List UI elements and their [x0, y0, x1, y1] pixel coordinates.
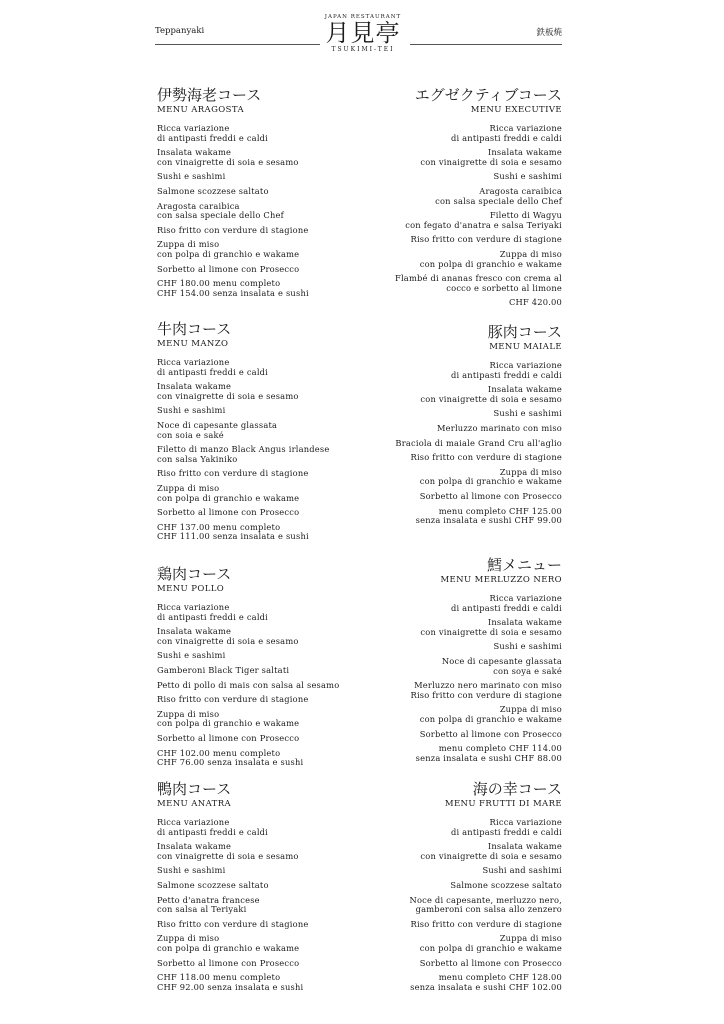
menu-title-en: MENU POLLO [157, 584, 225, 594]
menu-title-en: MENU MANZO [157, 339, 229, 349]
menu-course-item: Salmone scozzese saltato [157, 879, 269, 890]
menu-price: CHF 118.00 menu completo CHF 92.00 senza insalata e sushi [157, 972, 304, 992]
menu-course-item: Ricca variazione di antipasti freddi e caldi [157, 602, 269, 622]
menu-course-item: Riso fritto con verdure di stagione [157, 694, 309, 705]
menu-course-item: Aragosta caraibica con salsa speciale dello Chef [157, 200, 284, 221]
menu-course-item: Sushi e sashimi [157, 865, 226, 876]
menu-price: menu completo CHF 128.00 senza insalata e sushi CHF 102.00 [410, 972, 562, 992]
menu-course-item: Riso fritto con verdure di stagione [410, 234, 562, 245]
menu-course-item: Zuppa di miso con polpa di granchio e wakame [157, 933, 300, 953]
menu-course-item: Insalata wakame con vinaigrette di soia e sesamo [420, 841, 562, 861]
menu-course-item: Sorbetto al limone con Prosecco [419, 490, 562, 501]
menu-title-en: MENU ANATRA [157, 799, 232, 809]
menu-course-item: Filetto di manzo Black Angus irlandese con salsa Yakiniko [157, 444, 330, 464]
header-right-label: 鉄板焼 [536, 28, 562, 38]
menu-course-item: Ricca variazione di antipasti freddi e caldi [450, 593, 562, 613]
logo-kanji: 月見亭 [325, 19, 401, 47]
menu-title-jp: 鶏肉コース [157, 565, 232, 583]
menu-title-en: MENU EXECUTIVE [470, 105, 562, 115]
menu-course-item: Merluzzo nero marinato con miso Riso fritto con verdure di stagione [410, 680, 562, 700]
menu-course-item: Braciola di maiale Grand Cru all'aglio [395, 437, 562, 448]
menu-course-item: Riso fritto con verdure di stagione [157, 918, 309, 929]
menu-course-item: Insalata wakame con vinaigrette di soia e sesamo [420, 147, 562, 167]
menu-course-item: Sushi e sashimi [157, 405, 226, 416]
menu-title-jp: 鴨肉コース [157, 780, 232, 798]
menu-course-item: Zuppa di miso con polpa di granchio e wakame [419, 933, 562, 953]
menu-course-item: Ricca variazione di antipasti freddi e caldi [157, 357, 269, 377]
menu-price: CHF 420.00 [508, 297, 562, 308]
menu-course-item: Insalata wakame con vinaigrette di soia e sesamo [157, 147, 299, 167]
menu-course-item: Salmone scozzese saltato [157, 185, 269, 196]
menu-course-item: Sushi e sashimi [493, 408, 562, 419]
menu-title-jp: 海の幸コース [472, 780, 562, 798]
menu-course-item: Sorbetto al limone con Prosecco [157, 507, 300, 518]
menu-executive [332, 86, 562, 308]
menu-course-item: Ricca variazione di antipasti freddi e caldi [157, 123, 269, 143]
menu-course-item: Salmone scozzese saltato [450, 879, 562, 890]
menu-course-item: Filetto di Wagyu con fegato d'anatra e salsa Teriyaki [405, 210, 562, 230]
menu-course-item: Zuppa di miso con polpa di granchio e wakame [157, 239, 300, 259]
menu-course-item: Sorbetto al limone con Prosecco [419, 728, 562, 739]
menu-course-item: Insalata wakame con vinaigrette di soia e sesamo [157, 841, 299, 861]
menu-course-item: Ricca variazione di antipasti freddi e caldi [450, 817, 562, 837]
restaurant-logo [322, 14, 404, 53]
menu-course-item: Aragosta caraibica con salsa speciale dello Chef [435, 185, 562, 206]
menu-course-item: Merluzzo marinato con miso [436, 422, 562, 433]
menu-title-en: MENU MAIALE [489, 342, 562, 352]
menu-course-item: Zuppa di miso con polpa di granchio e wakame [157, 482, 300, 503]
menu-course-item: Riso fritto con verdure di stagione [410, 918, 562, 929]
menu-course-item: Flambé di ananas fresco con crema al cocco e sorbetto al limone [395, 273, 562, 293]
menu-course-item: Insalata wakame con vinaigrette di soia e sesamo [420, 384, 562, 404]
logo-top-text: JAPAN RESTAURANT [324, 14, 402, 20]
logo-bottom-text: TSUKIMI-TEI [331, 46, 395, 53]
menu-course-item: Ricca variazione di antipasti freddi e caldi [157, 817, 269, 837]
menu-course-item: Sushi e sashimi [157, 171, 226, 182]
menu-course-item: Noce di capesante, merluzzo nero, gamberoni con salsa allo zenzero [409, 894, 562, 915]
menu-frutti-di-mare [332, 780, 562, 992]
menu-course-item: Sushi e sashimi [493, 171, 562, 182]
menu-title-en: MENU ARAGOSTA [157, 105, 245, 115]
menu-course-item: Ricca variazione di antipasti freddi e caldi [450, 360, 562, 380]
menu-course-item: Insalata wakame con vinaigrette di soia e sesamo [157, 381, 299, 401]
menu-price: menu completo CHF 125.00 senza insalata e sushi CHF 99.00 [415, 505, 562, 526]
menu-title-jp: 豚肉コース [487, 323, 562, 341]
menu-price: CHF 137.00 menu completo CHF 111.00 senza insalata e sushi [157, 521, 309, 542]
menu-title-jp: 牛肉コース [157, 320, 232, 338]
menu-merluzzo [332, 556, 562, 763]
menu-course-item: Riso fritto con verdure di stagione [410, 452, 562, 463]
menu-course-item: Sorbetto al limone con Prosecco [157, 957, 300, 968]
menu-course-item: Petto di pollo di mais con salsa al sesamo [157, 679, 340, 690]
menu-course-item: Riso fritto con verdure di stagione [157, 468, 309, 479]
menu-title-en: MENU MERLUZZO NERO [440, 575, 562, 585]
menu-title-en: MENU FRUTTI DI MARE [444, 799, 562, 809]
header-left-label: Teppanyaki [155, 26, 205, 36]
menu-course-item: Zuppa di miso con polpa di granchio e wakame [419, 466, 562, 487]
menu-course-item: Sushi e sashimi [493, 641, 562, 652]
menu-course-item: Sorbetto al limone con Prosecco [157, 732, 300, 743]
menu-course-item: Riso fritto con verdure di stagione [157, 224, 309, 235]
menu-course-item: Sorbetto al limone con Prosecco [157, 263, 300, 274]
menu-maiale [332, 323, 562, 526]
menu-course-item: Insalata wakame con vinaigrette di soia e sesamo [157, 626, 299, 646]
menu-title-jp: エグゼクティブコース [414, 86, 562, 104]
menu-course-item: Zuppa di miso con polpa di granchio e wakame [419, 248, 562, 269]
menu-course-item: Ricca variazione di antipasti freddi e caldi [450, 123, 562, 143]
menu-course-item: Zuppa di miso con polpa di granchio e wakame [419, 704, 562, 724]
menu-course-item: Zuppa di miso con polpa di granchio e wakame [157, 708, 300, 729]
menu-course-item: Insalata wakame con vinaigrette di soia e sesamo [420, 617, 562, 637]
menu-course-item: Petto d'anatra francese con salsa al Teriyaki [157, 894, 260, 915]
menu-title-jp: 鱈メニュー [486, 556, 562, 574]
header-divider-right [410, 44, 562, 45]
menu-course-item: Sushi e sashimi [157, 650, 226, 661]
menu-course-item: Sorbetto al limone con Prosecco [419, 957, 562, 968]
header-divider-left [155, 44, 320, 45]
menu-course-item: Gamberoni Black Tiger saltati [157, 664, 290, 675]
menu-title-jp: 伊勢海老コース [157, 86, 262, 104]
menu-price: menu completo CHF 114.00 senza insalata e sushi CHF 88.00 [415, 743, 562, 763]
menu-price: CHF 180.00 menu completo CHF 154.00 senza insalata e sushi [157, 278, 309, 298]
menu-course-item: Noce di capesante glassata con soia e saké [157, 419, 278, 440]
menu-course-item: Sushi and sashimi [482, 865, 562, 876]
menu-price: CHF 102.00 menu completo CHF 76.00 senza insalata e sushi [157, 747, 304, 768]
menu-course-item: Noce di capesante glassata con soya e saké [441, 655, 562, 676]
